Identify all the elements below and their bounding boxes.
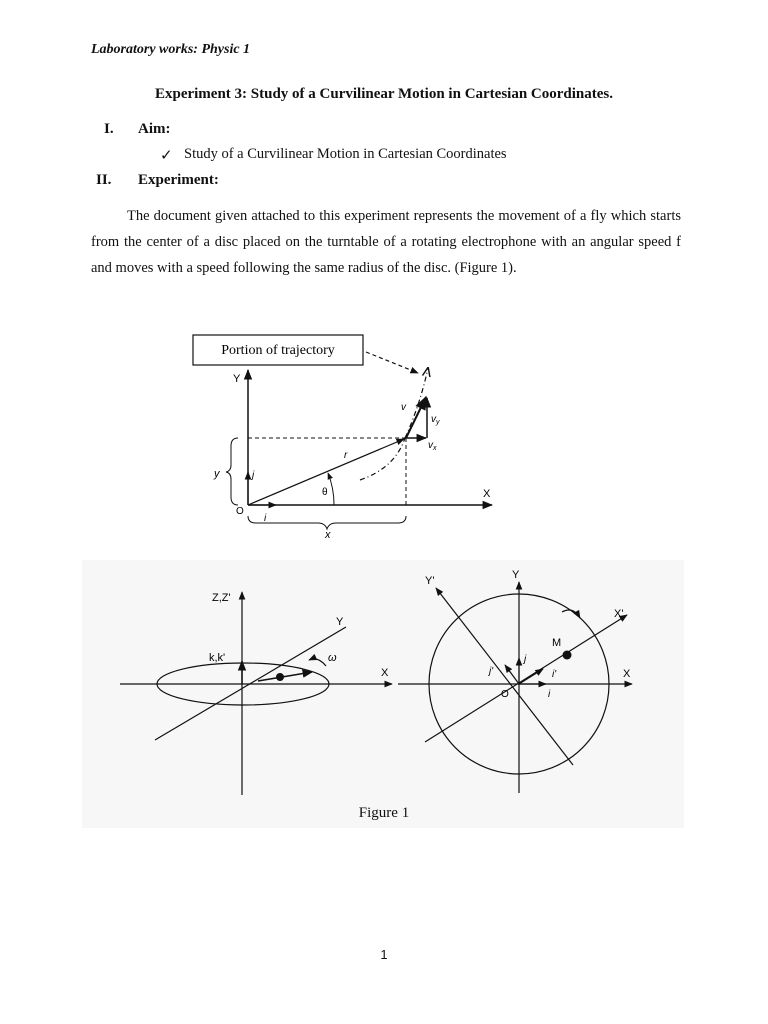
- k-label: k,k': [209, 652, 226, 664]
- i-label-top: i: [548, 689, 551, 700]
- aim-item: Study of a Curvilinear Motion in Cartesian Coordinates: [184, 146, 507, 162]
- vy-label: $v_y$: [431, 414, 440, 426]
- velocity-vector: [406, 397, 426, 438]
- y-prime-label: Y': [425, 575, 435, 587]
- checkmark-icon: ✓: [160, 148, 173, 164]
- trajectory-curve-lower: [360, 438, 405, 480]
- x-brace: [248, 516, 406, 529]
- v-label: v: [401, 402, 406, 413]
- trajectory-pointer-arrow: [366, 352, 418, 373]
- section-number-experiment: II.: [96, 172, 112, 188]
- x-prime-label: X': [614, 608, 624, 620]
- i-label: i: [264, 513, 267, 524]
- trajectory-label: Portion of trajectory: [221, 343, 335, 358]
- y-axis-label-perspective: Y: [336, 616, 344, 628]
- y-axis-label-top-view: Y: [512, 569, 520, 581]
- page-number: 1: [380, 947, 388, 962]
- y-coordinate-label: y: [214, 468, 220, 480]
- lower-figure-background: [82, 560, 684, 828]
- section-number-aim: I.: [104, 121, 114, 137]
- y-axis-label: Y: [233, 373, 241, 385]
- omega-label: ω: [328, 652, 337, 664]
- fly-dot-m: [563, 651, 572, 660]
- x-coordinate-label: x: [325, 529, 331, 541]
- vx-label: $v_x$: [428, 440, 437, 452]
- trajectory-diagram: [193, 335, 492, 541]
- figure-caption: Figure 1: [358, 805, 410, 821]
- z-axis-label: Z,Z': [212, 592, 231, 604]
- theta-label: θ: [322, 487, 328, 498]
- trajectory-curve-upper: [405, 368, 428, 438]
- theta-arc: [328, 473, 334, 505]
- j-label-top: j: [524, 654, 527, 665]
- section-title-aim: Aim:: [138, 121, 171, 137]
- origin-label: O: [236, 506, 244, 517]
- x-axis-label-top-view: X: [623, 668, 631, 680]
- fly-dot-perspective: [276, 673, 284, 681]
- x-axis-label: X: [483, 488, 491, 500]
- o-label: O: [501, 689, 509, 700]
- paragraph-text: The document given attached to this experiment represents the movement of a fly which starts from the center of a disc placed on the turntable of a rotating electrophone with an angular speed f and moves with a speed following the same radius of the disc. (Figure 1).: [91, 208, 681, 276]
- experiment-title: Experiment 3: Study of a Curvilinear Motion in Cartesian Coordinates.: [154, 86, 614, 102]
- j-label: j: [252, 470, 255, 481]
- j-prime-label: j': [489, 666, 494, 677]
- x-axis-label-perspective: X: [381, 667, 389, 679]
- i-prime-label: i': [552, 669, 557, 680]
- section-title-experiment: Experiment:: [138, 172, 219, 188]
- y-brace: [226, 438, 238, 505]
- r-label: r: [344, 450, 348, 461]
- running-header: Laboratory works: Physic 1: [91, 42, 251, 57]
- m-label: M: [552, 637, 562, 649]
